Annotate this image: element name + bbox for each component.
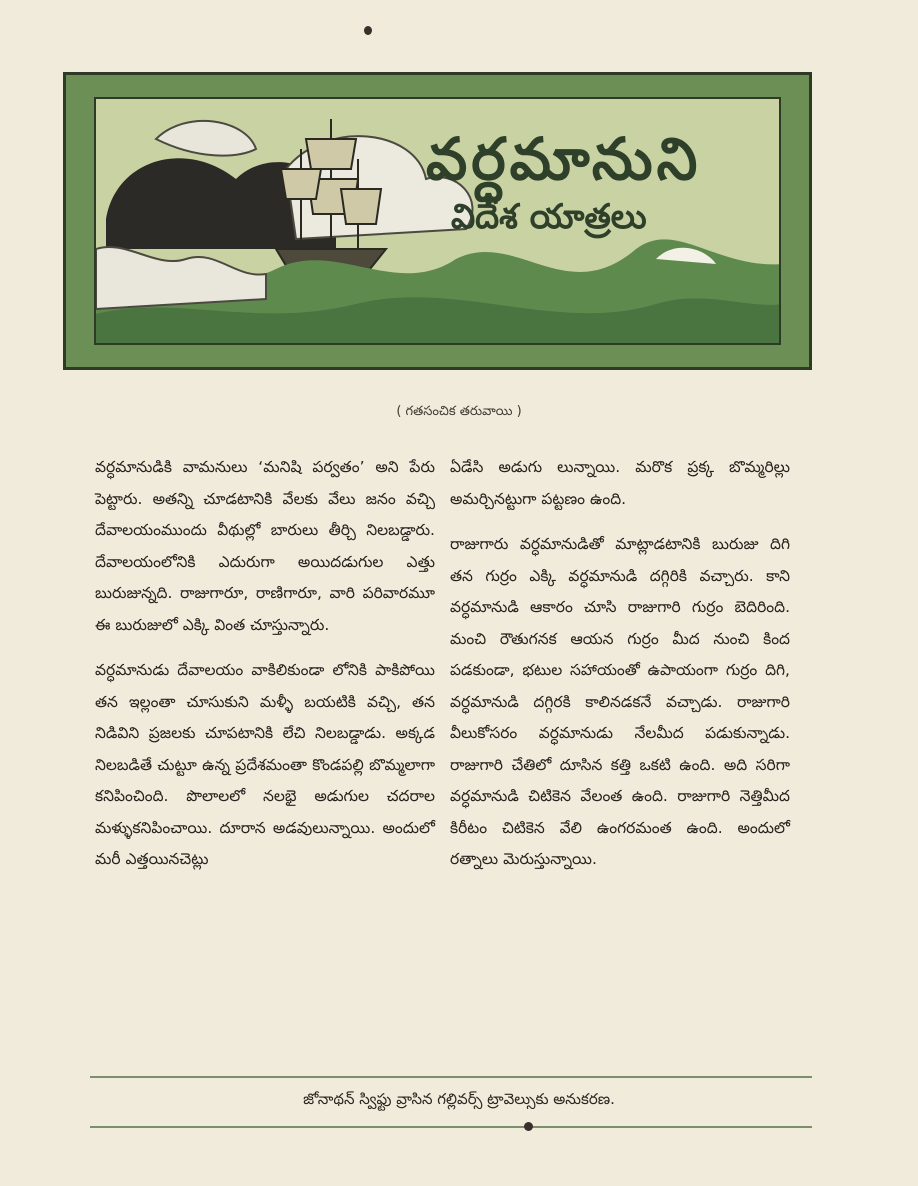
continuation-note: ( గతసంచిక తరువాయి ) bbox=[396, 404, 522, 419]
adaptation-credit: జోనాథన్ స్విఫ్టు వ్రాసిన గల్లివర్స్ ట్రావెల్సుకు అనుకరణ. bbox=[303, 1090, 615, 1108]
right-paragraph-2: రాజుగారు వర్ధమానుడితో మాట్లాడటానికి బురుజు దిగి తన గుర్రం ఎక్కి వర్ధమానుడి దగ్గిరికి వచ్చారు. కాని వర్ధమానుడి ఆకారం చూసి రాజుగారి గుర్రం బెదిరింది. మంచి రౌతుగనక ఆయన గుర్రం మీద నుంచి కింద పడకుండా, భటుల సహాయంతో ఉపాయంగా గుర్రం దిగి, వర్ధమానుడి దగ్గిరకి కాలినడకనే వచ్చాడు. రాజుగారి వీలుకోసరం వర్ధమానుడు నేలమీద పడుకున్నాడు. రాజుగారి చేతిలో దూసిన కత్తి ఒకటి ఉంది. అది సరిగా వర్ధమానుడి చిటికెన వేలంత ఉంది. రాజుగారి నెత్తిమీద కిరీటం చిటికెన వేలి ఉంగరమంత ఉంది. అందులో రత్నాలు మెరుస్తున్నాయి. bbox=[450, 535, 790, 868]
title-banner bbox=[63, 72, 812, 370]
left-paragraph-1: వర్ధమానుడికి వామనులు ‘మనిషి పర్వతం’ అని పేరు పెట్టారు. అతన్ని చూడటానికి వేలకు వేలు జనం వచ్చి దేవాలయంముందు వీథుల్లో బారులు తీర్చి నిలబడ్డారు. దేవాలయంలోనికి ఎదురుగా అయిదడుగుల ఎత్తు బురుజున్నది. రాజుగారూ, రాణిగారూ, వారి పరివారమూ ఈ బురుజులో ఎక్కి వింత చూస్తున్నారు. bbox=[95, 458, 435, 634]
right-paragraph-1: ఏడేసి అడుగు లున్నాయి. మరొక ప్రక్క బొమ్మరిల్లు అమర్చినట్టుగా పట్టణం ఉంది. bbox=[450, 458, 790, 508]
banner-illustration bbox=[94, 97, 781, 345]
ink-dot bbox=[364, 26, 372, 35]
footer-rule-top bbox=[90, 1076, 812, 1078]
story-subtitle: విదేశ యాత్రలు bbox=[451, 197, 647, 237]
left-paragraph-2: వర్ధమానుడు దేవాలయం వాకిలికుండా లోనికి పాకిపోయి తన ఇల్లంతా చూసుకుని మళ్ళీ బయటికి వచ్చి, తన నిడివిని ప్రజలకు చూపటానికి లేచి నిలబడ్డాడు. అక్కడ నిలబడితే చుట్టూ ఉన్న ప్రదేశమంతా కొండపల్లి బొమ్మలాగా కనిపించింది. పొలాలలో నలభై అడుగుల చదరాల మళ్ళుకనిపించాయి. దూరాన అడవులున్నాయి. అందులో మరీ ఎత్తయినచెట్లు bbox=[95, 661, 435, 868]
right-text-column bbox=[450, 452, 790, 876]
story-title: వర్ధమానుని bbox=[426, 125, 702, 193]
ink-dot bbox=[524, 1122, 533, 1131]
left-text-column bbox=[95, 452, 435, 876]
footer-rule-bottom bbox=[90, 1126, 812, 1128]
